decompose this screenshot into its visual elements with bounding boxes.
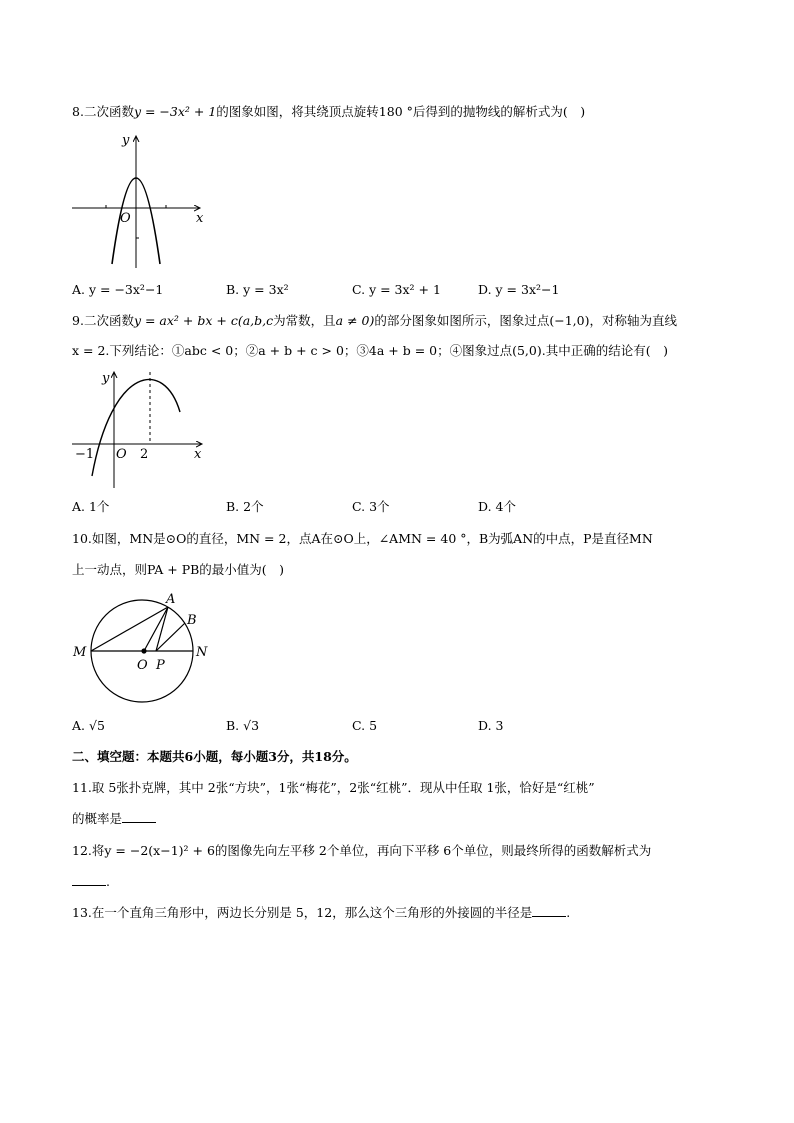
q10-label-p: P [156, 658, 165, 673]
q10-number: 10. [72, 531, 92, 546]
q9-function: y = ax² + bx + c(a,b,c [133, 313, 274, 328]
q10-label-b: B [187, 613, 197, 628]
q9-mid: 为常数，且 [273, 313, 336, 328]
q10-option-c[interactable]: C. 5 [352, 718, 378, 733]
q11-line2-text: 的概率是 [72, 811, 123, 826]
q9-post: 的部分图象如图所示，图象过点(−1,0)，对称轴为直线 [374, 313, 677, 328]
q13-end-punct: . [566, 905, 571, 920]
q9-x-label: x [194, 447, 202, 462]
q8-stem [72, 103, 585, 121]
q12-stem-line1: 12.将y = −2(x−1)² + 6的图像先向左平移 2个单位，再向下平移 6个单位，则最终所得的函数解析式为 [72, 843, 652, 858]
q9-parabola-graph [68, 368, 218, 493]
q11-stem-line2 [72, 810, 156, 828]
q8-parabola-graph [68, 130, 218, 270]
q10-option-d[interactable]: D. 3 [478, 718, 504, 733]
q12-end-punct: . [106, 874, 110, 889]
q10-option-b[interactable]: B. √3 [226, 718, 260, 733]
q13-text: 13.在一个直角三角形中，两边长分别是 5，12，那么这个三角形的外接圆的半径是 [72, 905, 533, 920]
q11-stem-line1: 11.取 5张扑克牌，其中 2张“方块”，1张“梅花”，2张“红桃”．现从中任取 1张，恰好是“红桃” [72, 780, 595, 795]
q10-label-n: N [196, 645, 208, 660]
q9-option-a[interactable]: A. 1个 [72, 499, 110, 514]
q9-condition: a ≠ 0) [335, 313, 375, 328]
q10-center-dot [141, 648, 146, 653]
q9-option-b[interactable]: B. 2个 [226, 499, 264, 514]
q10-label-o: O [137, 658, 148, 673]
q10-label-a: A [166, 592, 176, 607]
q8-option-a[interactable]: A. y = −3x²−1 [72, 282, 164, 297]
q12-stem-line2 [72, 873, 110, 891]
q9-stem-line1 [72, 312, 677, 330]
q8-option-d[interactable]: D. y = 3x²−1 [478, 282, 560, 297]
q8-option-b[interactable]: B. y = 3x² [226, 282, 289, 297]
q8-number: 8. [72, 104, 84, 119]
q13-answer-blank[interactable] [532, 904, 566, 917]
q10-line1: 如图，MN是⊙O的直径，MN = 2，点A在⊙O上，∠AMN = 40 °，B为弧AN的中点，P是直径MN [91, 531, 653, 546]
q8-pre: 二次函数 [83, 104, 134, 119]
q9-origin-label: O [116, 447, 127, 462]
q8-y-label: y [122, 133, 130, 148]
q9-neg1-label: −1 [75, 447, 95, 462]
q9-number: 9. [72, 313, 84, 328]
q11-answer-blank[interactable] [122, 810, 156, 823]
q10-option-a[interactable]: A. √5 [72, 718, 105, 733]
q9-parabola [92, 379, 180, 476]
q10-stem-line1 [72, 530, 653, 548]
q9-two-label: 2 [140, 447, 149, 462]
q8-origin-label: O [120, 211, 131, 226]
q12-answer-blank[interactable] [72, 873, 106, 886]
q8-option-c[interactable]: C. y = 3x² + 1 [352, 282, 441, 297]
q8-function: y = −3x² + 1 [133, 104, 217, 119]
q8-x-label: x [196, 211, 204, 226]
section-2-heading: 二、填空题：本题共6小题，每小题3分，共18分。 [72, 749, 357, 764]
q10-circle-figure [70, 590, 220, 710]
q9-option-c[interactable]: C. 3个 [352, 499, 390, 514]
q8-post: 的图象如图，将其绕顶点旋转180 °后得到的抛物线的解析式为( ) [216, 104, 586, 119]
q10-label-m: M [73, 645, 87, 660]
q9-pre: 二次函数 [83, 313, 134, 328]
q9-option-d[interactable]: D. 4个 [478, 499, 516, 514]
q10-stem-line2: 上一动点，则PA + PB的最小值为( ) [72, 562, 285, 577]
q9-stem-line2: x = 2.下列结论：①abc < 0；②a + b + c > 0；③4a + b = 0；④图象过点(5,0).其中正确的结论有( ) [72, 343, 668, 358]
q9-y-label: y [102, 371, 110, 386]
q13-stem [72, 904, 570, 922]
